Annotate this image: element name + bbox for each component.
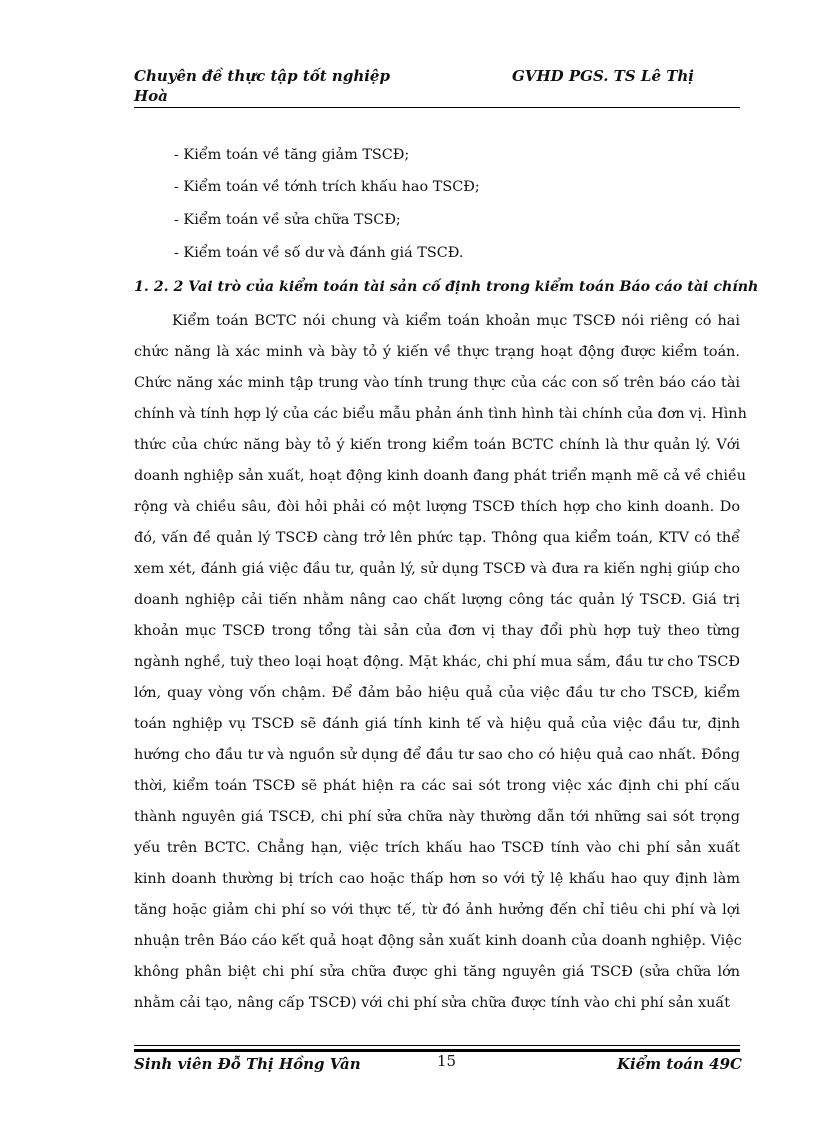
paragraph-line: Kiểm toán BCTC nói chung và kiểm toán khoản mục TSCĐ nói riêng có hai bbox=[172, 313, 740, 329]
paragraph-line: ngành nghề, tuỳ theo loại hoạt động. Mặt khác, chi phí mua sắm, đầu tư cho TSCĐ bbox=[134, 654, 740, 670]
bullet-item: - Kiểm toán về số dư và đánh giá TSCĐ. bbox=[174, 245, 464, 261]
paragraph-line: nhuận trên Báo cáo kết quả hoạt động sản xuất kinh doanh của doanh nghiệp. Việc bbox=[134, 933, 742, 949]
paragraph-line: kinh doanh thường bị trích cao hoặc thấp hơn so với tỷ lệ khấu hao quy định làm bbox=[134, 871, 740, 887]
paragraph-line: xem xét, đánh giá việc đầu tư, quản lý, sử dụng TSCĐ và đưa ra kiến nghị giúp cho bbox=[134, 561, 740, 577]
paragraph-line: thành nguyên giá TSCĐ, chi phí sửa chữa này thường dẫn tới những sai sót trọng bbox=[134, 809, 740, 825]
bullet-item: - Kiểm toán về tăng giảm TSCĐ; bbox=[174, 147, 410, 163]
footer-class: Kiểm toán 49C bbox=[617, 1055, 742, 1073]
paragraph-line: không phân biệt chi phí sửa chữa được ghi tăng nguyên giá TSCĐ (sửa chữa lớn bbox=[134, 964, 740, 980]
bullet-item: - Kiểm toán về sửa chữa TSCĐ; bbox=[174, 212, 401, 228]
paragraph-line: chức năng là xác minh và bày tỏ ý kiến về thực trạng hoạt động được kiểm toán. bbox=[134, 344, 740, 360]
paragraph-line: đó, vấn đề quản lý TSCĐ càng trở lên phức tạp. Thông qua kiểm toán, KTV có thể bbox=[134, 530, 740, 546]
paragraph-line: hướng cho đầu tư và nguồn sử dụng để đầu tư sao cho có hiệu quả cao nhất. Đồng bbox=[134, 747, 740, 763]
paragraph-line: yếu trên BCTC. Chẳng hạn, việc trích khấu hao TSCĐ tính vào chi phí sản xuất bbox=[134, 840, 740, 856]
paragraph-line: rộng và chiều sâu, đòi hỏi phải có một lượng TSCĐ thích hợp cho kinh doanh. Do bbox=[134, 499, 740, 515]
bullet-item: - Kiểm toán về tớnh trích khấu hao TSCĐ; bbox=[174, 179, 480, 195]
paragraph-line: tăng hoặc giảm chi phí so với thực tế, từ đó ảnh hưởng đến chỉ tiêu chi phí và lợi bbox=[134, 902, 740, 918]
header-supervisor: GVHD PGS. TS Lê Thị bbox=[512, 67, 694, 85]
section-heading: 1. 2. 2 Vai trò của kiểm toán tài sản cố định trong kiểm toán Báo cáo tài chính bbox=[134, 279, 759, 295]
paragraph-line: Chức năng xác minh tập trung vào tính trung thực của các con số trên báo cáo tài bbox=[134, 375, 740, 391]
header-thesis-title: Chuyên đề thực tập tốt nghiệp bbox=[134, 67, 390, 85]
header-supervisor-continued: Hoà bbox=[134, 87, 168, 105]
page-header bbox=[134, 64, 740, 110]
paragraph-line: chính và tính hợp lý của các biểu mẫu phản ánh tình hình tài chính của đơn vị. Hình bbox=[134, 406, 747, 422]
page-number: 15 bbox=[437, 1052, 457, 1070]
footer-student-name: Sinh viên Đỗ Thị Hồng Vân bbox=[134, 1055, 361, 1073]
paragraph-line: khoản mục TSCĐ trong tổng tài sản của đơn vị thay đổi phù hợp tuỳ theo từng bbox=[134, 623, 740, 639]
paragraph-line: toán nghiệp vụ TSCĐ sẽ đánh giá tính kinh tế và hiệu quả của việc đầu tư, định bbox=[134, 716, 740, 732]
footer-divider-thin bbox=[134, 1045, 740, 1046]
paragraph-line: doanh nghiệp sản xuất, hoạt động kinh doanh đang phát triển mạnh mẽ cả về chiều bbox=[134, 468, 747, 484]
header-divider bbox=[134, 107, 740, 108]
paragraph-line: lớn, quay vòng vốn chậm. Để đảm bảo hiệu quả của việc đầu tư cho TSCĐ, kiểm bbox=[134, 685, 740, 701]
paragraph-line: nhằm cải tạo, nâng cấp TSCĐ) với chi phí sửa chữa được tính vào chi phí sản xuất bbox=[134, 995, 731, 1011]
paragraph-line: thức của chức năng bày tỏ ý kiến trong kiểm toán BCTC chính là thư quản lý. Với bbox=[134, 437, 740, 453]
paragraph-line: thời, kiểm toán TSCĐ sẽ phát hiện ra các sai sót trong việc xác định chi phí cấu bbox=[134, 778, 740, 794]
paragraph-line: doanh nghiệp cải tiến nhằm nâng cao chất lượng công tác quản lý TSCĐ. Giá trị bbox=[134, 592, 740, 608]
